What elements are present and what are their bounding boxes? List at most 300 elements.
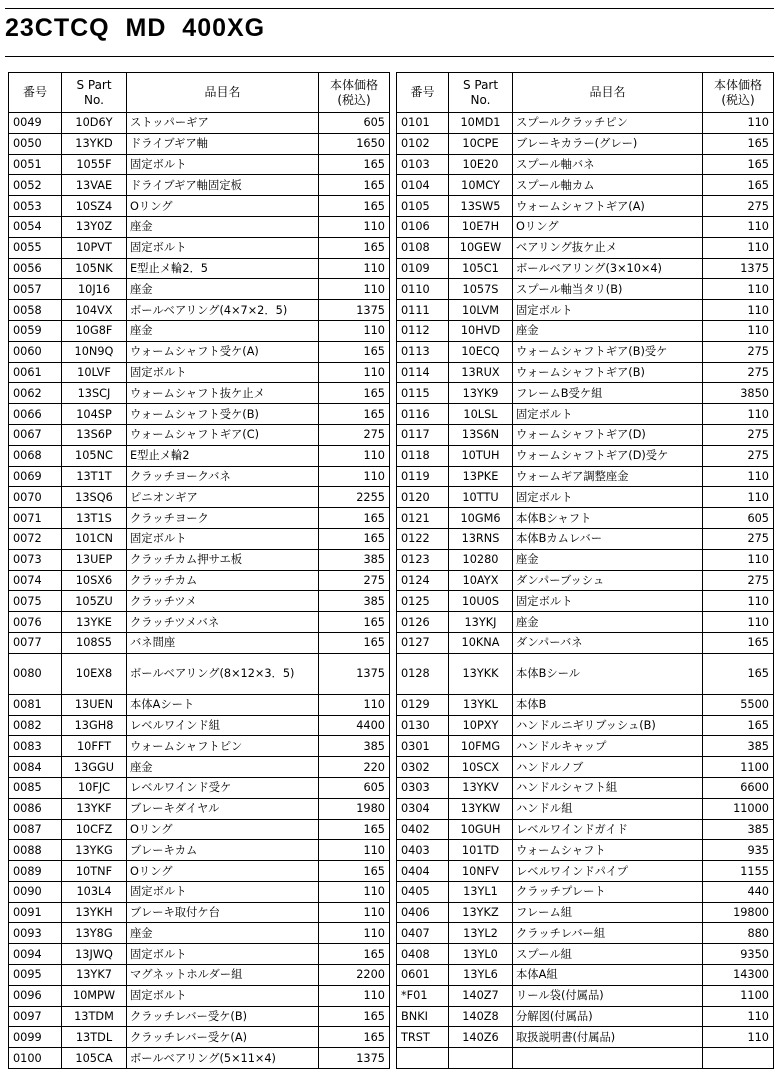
price-cell: 165 <box>319 528 390 549</box>
item-name-cell: レベルワインドガイド <box>513 819 703 840</box>
item-name-cell: ボールベアリング(5×11×4) <box>127 1048 319 1069</box>
part-number-cell: 0073 <box>9 549 62 570</box>
item-name-cell <box>513 1048 703 1069</box>
table-row <box>397 694 774 715</box>
price-cell: 3850 <box>703 383 774 404</box>
item-name-cell: 座金 <box>127 279 319 300</box>
s-part-cell: 10GEW <box>449 237 513 258</box>
item-name-cell: クラッチカム押サエ板 <box>127 549 319 570</box>
table-row <box>397 154 774 175</box>
item-name-cell: 固定ボルト <box>127 362 319 383</box>
price-cell: 11000 <box>703 798 774 819</box>
price-cell: 165 <box>319 196 390 217</box>
table-row <box>397 902 774 923</box>
price-cell: 6600 <box>703 777 774 798</box>
table-row <box>397 1048 774 1069</box>
part-number-cell: 0054 <box>9 216 62 237</box>
s-part-cell: 10LSL <box>449 404 513 425</box>
item-name-cell: クラッチプレート <box>513 881 703 902</box>
part-number-cell <box>397 1048 449 1069</box>
table-row <box>397 279 774 300</box>
table-row <box>9 466 390 487</box>
price-cell: 2200 <box>319 965 390 986</box>
table-row <box>9 196 390 217</box>
part-number-cell: 0403 <box>397 840 449 861</box>
item-name-cell: Oリング <box>127 196 319 217</box>
s-part-cell: 13SQ6 <box>62 487 127 508</box>
item-name-cell: 座金 <box>127 923 319 944</box>
s-part-cell: 103L4 <box>62 881 127 902</box>
table-row <box>9 300 390 321</box>
part-number-cell: 0086 <box>9 798 62 819</box>
s-part-cell: 13YKV <box>449 777 513 798</box>
item-name-cell: 固定ボルト <box>513 404 703 425</box>
s-part-cell: 13YL2 <box>449 923 513 944</box>
table-row <box>397 985 774 1006</box>
s-part-cell: 13PKE <box>449 466 513 487</box>
table-row <box>397 923 774 944</box>
table-row <box>9 757 390 778</box>
price-cell: 110 <box>319 881 390 902</box>
item-name-cell: Oリング <box>127 819 319 840</box>
item-name-cell: ダンパーバネ <box>513 632 703 653</box>
s-part-cell: 13T1S <box>62 508 127 529</box>
item-name-cell: クラッチレバー受ケ(A) <box>127 1027 319 1048</box>
s-part-cell: 13S6P <box>62 424 127 445</box>
s-part-cell: 13YL6 <box>449 965 513 986</box>
table-row <box>9 612 390 633</box>
price-cell: 1155 <box>703 861 774 882</box>
table-row <box>9 528 390 549</box>
price-cell: 110 <box>703 113 774 134</box>
item-name-cell: 座金 <box>513 320 703 341</box>
s-part-cell: 13GGU <box>62 757 127 778</box>
table-row <box>397 487 774 508</box>
item-name-cell: ウォームシャフト抜ケ止メ <box>127 383 319 404</box>
part-number-cell: 0301 <box>397 736 449 757</box>
part-number-cell: TRST <box>397 1027 449 1048</box>
price-cell: 275 <box>703 341 774 362</box>
table-row <box>9 985 390 1006</box>
s-part-cell: 13YL1 <box>449 881 513 902</box>
table-row <box>9 216 390 237</box>
part-number-cell: 0056 <box>9 258 62 279</box>
s-part-cell: 105CA <box>62 1048 127 1069</box>
s-part-cell: 10SZ4 <box>62 196 127 217</box>
item-name-cell: 固定ボルト <box>513 300 703 321</box>
s-part-cell: 13UEP <box>62 549 127 570</box>
s-part-cell: 10LVF <box>62 362 127 383</box>
s-part-cell: 13T1T <box>62 466 127 487</box>
price-cell: 110 <box>703 612 774 633</box>
price-cell: 110 <box>319 258 390 279</box>
price-cell: 110 <box>319 840 390 861</box>
part-number-cell: 0125 <box>397 591 449 612</box>
table-row <box>9 258 390 279</box>
part-number-cell: 0304 <box>397 798 449 819</box>
item-name-cell: スプール組 <box>513 944 703 965</box>
table-row <box>397 819 774 840</box>
price-cell: 110 <box>319 320 390 341</box>
s-part-cell: 13YL0 <box>449 944 513 965</box>
table-row <box>397 861 774 882</box>
s-part-cell: 104SP <box>62 404 127 425</box>
price-cell: 165 <box>319 1027 390 1048</box>
price-cell: 165 <box>319 383 390 404</box>
price-cell: 165 <box>319 404 390 425</box>
item-name-cell: 本体B <box>513 694 703 715</box>
s-part-cell: 10MPW <box>62 985 127 1006</box>
item-name-cell: E型止メ輪2．5 <box>127 258 319 279</box>
table-row <box>397 777 774 798</box>
item-name-cell: フレームB受ケ組 <box>513 383 703 404</box>
item-name-cell: ボールベアリング(8×12×3．5) <box>127 653 319 694</box>
table-row <box>397 383 774 404</box>
item-name-cell: ベアリング抜ケ止メ <box>513 237 703 258</box>
part-number-cell: 0099 <box>9 1027 62 1048</box>
header-no: 番号 <box>9 73 62 113</box>
s-part-cell: 10J16 <box>62 279 127 300</box>
s-part-cell: 10MCY <box>449 175 513 196</box>
s-part-cell: 10TUH <box>449 445 513 466</box>
price-cell: 165 <box>319 819 390 840</box>
part-number-cell: 0601 <box>397 965 449 986</box>
price-cell: 275 <box>319 424 390 445</box>
part-number-cell: 0083 <box>9 736 62 757</box>
part-number-cell: 0096 <box>9 985 62 1006</box>
s-part-cell: 10GUH <box>449 819 513 840</box>
part-number-cell: 0103 <box>397 154 449 175</box>
table-row <box>397 944 774 965</box>
item-name-cell: 固定ボルト <box>127 237 319 258</box>
price-cell: 165 <box>319 154 390 175</box>
table-row <box>397 258 774 279</box>
part-number-cell: 0050 <box>9 133 62 154</box>
price-cell: 110 <box>319 985 390 1006</box>
item-name-cell: ハンドルニギリブッシュ(B) <box>513 715 703 736</box>
price-cell: 110 <box>703 404 774 425</box>
s-part-cell: 10CPE <box>449 133 513 154</box>
price-cell: 110 <box>703 1006 774 1027</box>
price-cell: 605 <box>319 113 390 134</box>
price-cell: 110 <box>319 445 390 466</box>
item-name-cell: 本体Bシャフト <box>513 508 703 529</box>
table-row <box>9 508 390 529</box>
item-name-cell: 固定ボルト <box>127 944 319 965</box>
s-part-cell: 10G8F <box>62 320 127 341</box>
price-cell <box>703 1048 774 1069</box>
part-number-cell: 0058 <box>9 300 62 321</box>
table-row <box>397 216 774 237</box>
table-row <box>397 549 774 570</box>
item-name-cell: リール袋(付属品) <box>513 985 703 1006</box>
s-part-cell: 13JWQ <box>62 944 127 965</box>
item-name-cell: 分解図(付属品) <box>513 1006 703 1027</box>
price-cell: 165 <box>703 154 774 175</box>
part-number-cell: 0077 <box>9 632 62 653</box>
table-row <box>9 861 390 882</box>
s-part-cell: 105C1 <box>449 258 513 279</box>
s-part-cell: 10FFT <box>62 736 127 757</box>
part-number-cell: 0405 <box>397 881 449 902</box>
part-number-cell: 0072 <box>9 528 62 549</box>
s-part-cell: 13YKZ <box>449 902 513 923</box>
item-name-cell: 座金 <box>127 216 319 237</box>
header-price-text: 本体価格 (税込) <box>329 78 378 107</box>
table-row <box>9 404 390 425</box>
part-number-cell: 0049 <box>9 113 62 134</box>
s-part-cell: 10TTU <box>449 487 513 508</box>
table-row <box>9 383 390 404</box>
table-row <box>397 736 774 757</box>
price-cell: 1650 <box>319 133 390 154</box>
part-number-cell: 0097 <box>9 1006 62 1027</box>
part-number-cell: 0114 <box>397 362 449 383</box>
table-row <box>397 362 774 383</box>
table-row <box>9 570 390 591</box>
item-name-cell: ボールベアリング(4×7×2．5) <box>127 300 319 321</box>
table-row <box>397 133 774 154</box>
item-name-cell: スプール軸当タリ(B) <box>513 279 703 300</box>
price-cell: 4400 <box>319 715 390 736</box>
table-row <box>9 154 390 175</box>
price-cell: 1980 <box>319 798 390 819</box>
item-name-cell: ウォームシャフトギア(B)受ケ <box>513 341 703 362</box>
price-cell: 165 <box>319 1006 390 1027</box>
item-name-cell: 取扱説明書(付属品) <box>513 1027 703 1048</box>
price-cell: 110 <box>703 549 774 570</box>
part-number-cell: 0057 <box>9 279 62 300</box>
price-cell: 165 <box>319 341 390 362</box>
item-name-cell: ダンパーブッシュ <box>513 570 703 591</box>
item-name-cell: レベルワインド組 <box>127 715 319 736</box>
table-row <box>397 1006 774 1027</box>
part-number-cell: 0124 <box>397 570 449 591</box>
parts-table-left <box>8 72 390 1069</box>
table-row <box>9 881 390 902</box>
s-part-cell: 10AYX <box>449 570 513 591</box>
s-part-cell: 13YKK <box>449 653 513 694</box>
table-row <box>9 279 390 300</box>
part-number-cell: 0104 <box>397 175 449 196</box>
part-number-cell: 0067 <box>9 424 62 445</box>
s-part-cell: 10FJC <box>62 777 127 798</box>
part-number-cell: 0075 <box>9 591 62 612</box>
header-row <box>397 73 774 113</box>
item-name-cell: 本体Bカムレバー <box>513 528 703 549</box>
price-cell: 880 <box>703 923 774 944</box>
price-cell: 165 <box>319 944 390 965</box>
table-row <box>9 175 390 196</box>
item-name-cell: ウォームシャフトピン <box>127 736 319 757</box>
item-name-cell: Oリング <box>513 216 703 237</box>
part-number-cell: 0116 <box>397 404 449 425</box>
s-part-cell: 13TDM <box>62 1006 127 1027</box>
part-number-cell: 0126 <box>397 612 449 633</box>
s-part-cell: 13YKH <box>62 902 127 923</box>
header-price-text: 本体価格 (税込) <box>713 78 762 107</box>
table-row <box>397 300 774 321</box>
s-part-cell: 105ZU <box>62 591 127 612</box>
item-name-cell: ウォームシャフトギア(D) <box>513 424 703 445</box>
part-number-cell: 0088 <box>9 840 62 861</box>
part-number-cell: 0066 <box>9 404 62 425</box>
part-number-cell: 0093 <box>9 923 62 944</box>
s-part-cell: 13Y8G <box>62 923 127 944</box>
price-cell: 110 <box>703 237 774 258</box>
table-row <box>9 424 390 445</box>
item-name-cell: ドライブギア軸固定板 <box>127 175 319 196</box>
table-row <box>397 591 774 612</box>
price-cell: 110 <box>319 466 390 487</box>
part-number-cell: 0081 <box>9 694 62 715</box>
s-part-cell <box>449 1048 513 1069</box>
part-number-cell: 0408 <box>397 944 449 965</box>
part-number-cell: 0053 <box>9 196 62 217</box>
s-part-cell: 13YKD <box>62 133 127 154</box>
item-name-cell: ブレーキダイヤル <box>127 798 319 819</box>
price-cell: 110 <box>319 216 390 237</box>
item-name-cell: 本体Bシール <box>513 653 703 694</box>
price-cell: 110 <box>703 216 774 237</box>
item-name-cell: 座金 <box>513 612 703 633</box>
part-number-cell: 0094 <box>9 944 62 965</box>
price-cell: 165 <box>319 861 390 882</box>
price-cell: 385 <box>319 736 390 757</box>
part-number-cell: 0109 <box>397 258 449 279</box>
table-row <box>9 591 390 612</box>
item-name-cell: クラッチツメバネ <box>127 612 319 633</box>
part-number-cell: 0061 <box>9 362 62 383</box>
s-part-cell: 10ECQ <box>449 341 513 362</box>
part-number-cell: 0105 <box>397 196 449 217</box>
table-row <box>9 777 390 798</box>
item-name-cell: 固定ボルト <box>513 591 703 612</box>
s-part-cell: 10D6Y <box>62 113 127 134</box>
item-name-cell: ウォームシャフト受ケ(B) <box>127 404 319 425</box>
part-number-cell: 0087 <box>9 819 62 840</box>
page-title: 23CTCQ MD 400XG <box>5 14 266 42</box>
price-cell: 385 <box>703 736 774 757</box>
table-row <box>397 466 774 487</box>
item-name-cell: ハンドルノブ <box>513 757 703 778</box>
item-name-cell: ブレーキカラー(グレー) <box>513 133 703 154</box>
item-name-cell: レベルワインドパイプ <box>513 861 703 882</box>
item-name-cell: スプールクラッチピン <box>513 113 703 134</box>
s-part-cell: 10EX8 <box>62 653 127 694</box>
table-row <box>397 508 774 529</box>
item-name-cell: スプール軸カム <box>513 175 703 196</box>
table-row <box>9 1006 390 1027</box>
s-part-cell: 10N9Q <box>62 341 127 362</box>
item-name-cell: ウォームギア調整座金 <box>513 466 703 487</box>
table-row <box>397 840 774 861</box>
header-name: 品目名 <box>127 73 319 113</box>
s-part-cell: 13S6N <box>449 424 513 445</box>
price-cell: 385 <box>319 591 390 612</box>
part-number-cell: 0111 <box>397 300 449 321</box>
item-name-cell: クラッチレバー受ケ(B) <box>127 1006 319 1027</box>
s-part-cell: 10LVM <box>449 300 513 321</box>
price-cell: 275 <box>703 362 774 383</box>
s-part-cell: 140Z8 <box>449 1006 513 1027</box>
header-no: 番号 <box>397 73 449 113</box>
table-row <box>9 362 390 383</box>
price-cell: 275 <box>703 528 774 549</box>
table-row <box>9 549 390 570</box>
part-number-cell: *F01 <box>397 985 449 1006</box>
price-cell: 165 <box>703 715 774 736</box>
table-row <box>9 819 390 840</box>
s-part-cell: 10E20 <box>449 154 513 175</box>
part-number-cell: 0074 <box>9 570 62 591</box>
table-row <box>397 612 774 633</box>
s-part-cell: 10TNF <box>62 861 127 882</box>
price-cell: 110 <box>319 362 390 383</box>
s-part-cell: 10SX6 <box>62 570 127 591</box>
item-name-cell: ウォームシャフトギア(A) <box>513 196 703 217</box>
price-cell: 110 <box>319 902 390 923</box>
part-number-cell: 0406 <box>397 902 449 923</box>
table-row <box>9 944 390 965</box>
price-cell: 110 <box>703 591 774 612</box>
item-name-cell: クラッチヨークバネ <box>127 466 319 487</box>
s-part-cell: 13YK7 <box>62 965 127 986</box>
part-number-cell: 0404 <box>397 861 449 882</box>
table-row <box>9 113 390 134</box>
s-part-cell: 10MD1 <box>449 113 513 134</box>
item-name-cell: ウォームシャフト受ケ(A) <box>127 341 319 362</box>
header-part-text: S Part No. <box>76 78 112 107</box>
table-row <box>9 133 390 154</box>
part-number-cell: 0119 <box>397 466 449 487</box>
table-row <box>397 757 774 778</box>
item-name-cell: ハンドルシャフト組 <box>513 777 703 798</box>
part-number-cell: 0059 <box>9 320 62 341</box>
part-number-cell: 0070 <box>9 487 62 508</box>
table-row <box>9 715 390 736</box>
table-row <box>9 653 390 694</box>
part-number-cell: BNKI <box>397 1006 449 1027</box>
price-cell: 110 <box>703 300 774 321</box>
table-row <box>9 341 390 362</box>
item-name-cell: ハンドルキャップ <box>513 736 703 757</box>
item-name-cell: クラッチヨーク <box>127 508 319 529</box>
header-part <box>62 73 127 113</box>
price-cell: 110 <box>319 923 390 944</box>
table-row <box>9 923 390 944</box>
item-name-cell: 固定ボルト <box>513 487 703 508</box>
s-part-cell: 13YKG <box>62 840 127 861</box>
item-name-cell: ウォームシャフト <box>513 840 703 861</box>
item-name-cell: 固定ボルト <box>127 154 319 175</box>
price-cell: 1100 <box>703 985 774 1006</box>
part-number-cell: 0113 <box>397 341 449 362</box>
item-name-cell: ブレーキ取付ケ台 <box>127 902 319 923</box>
price-cell: 19800 <box>703 902 774 923</box>
table-row <box>397 404 774 425</box>
table-row <box>397 965 774 986</box>
item-name-cell: フレーム組 <box>513 902 703 923</box>
price-cell: 110 <box>319 694 390 715</box>
table-row <box>397 881 774 902</box>
part-number-cell: 0080 <box>9 653 62 694</box>
item-name-cell: 座金 <box>127 757 319 778</box>
header-part <box>449 73 513 113</box>
part-number-cell: 0120 <box>397 487 449 508</box>
s-part-cell: 10GM6 <box>449 508 513 529</box>
part-number-cell: 0091 <box>9 902 62 923</box>
